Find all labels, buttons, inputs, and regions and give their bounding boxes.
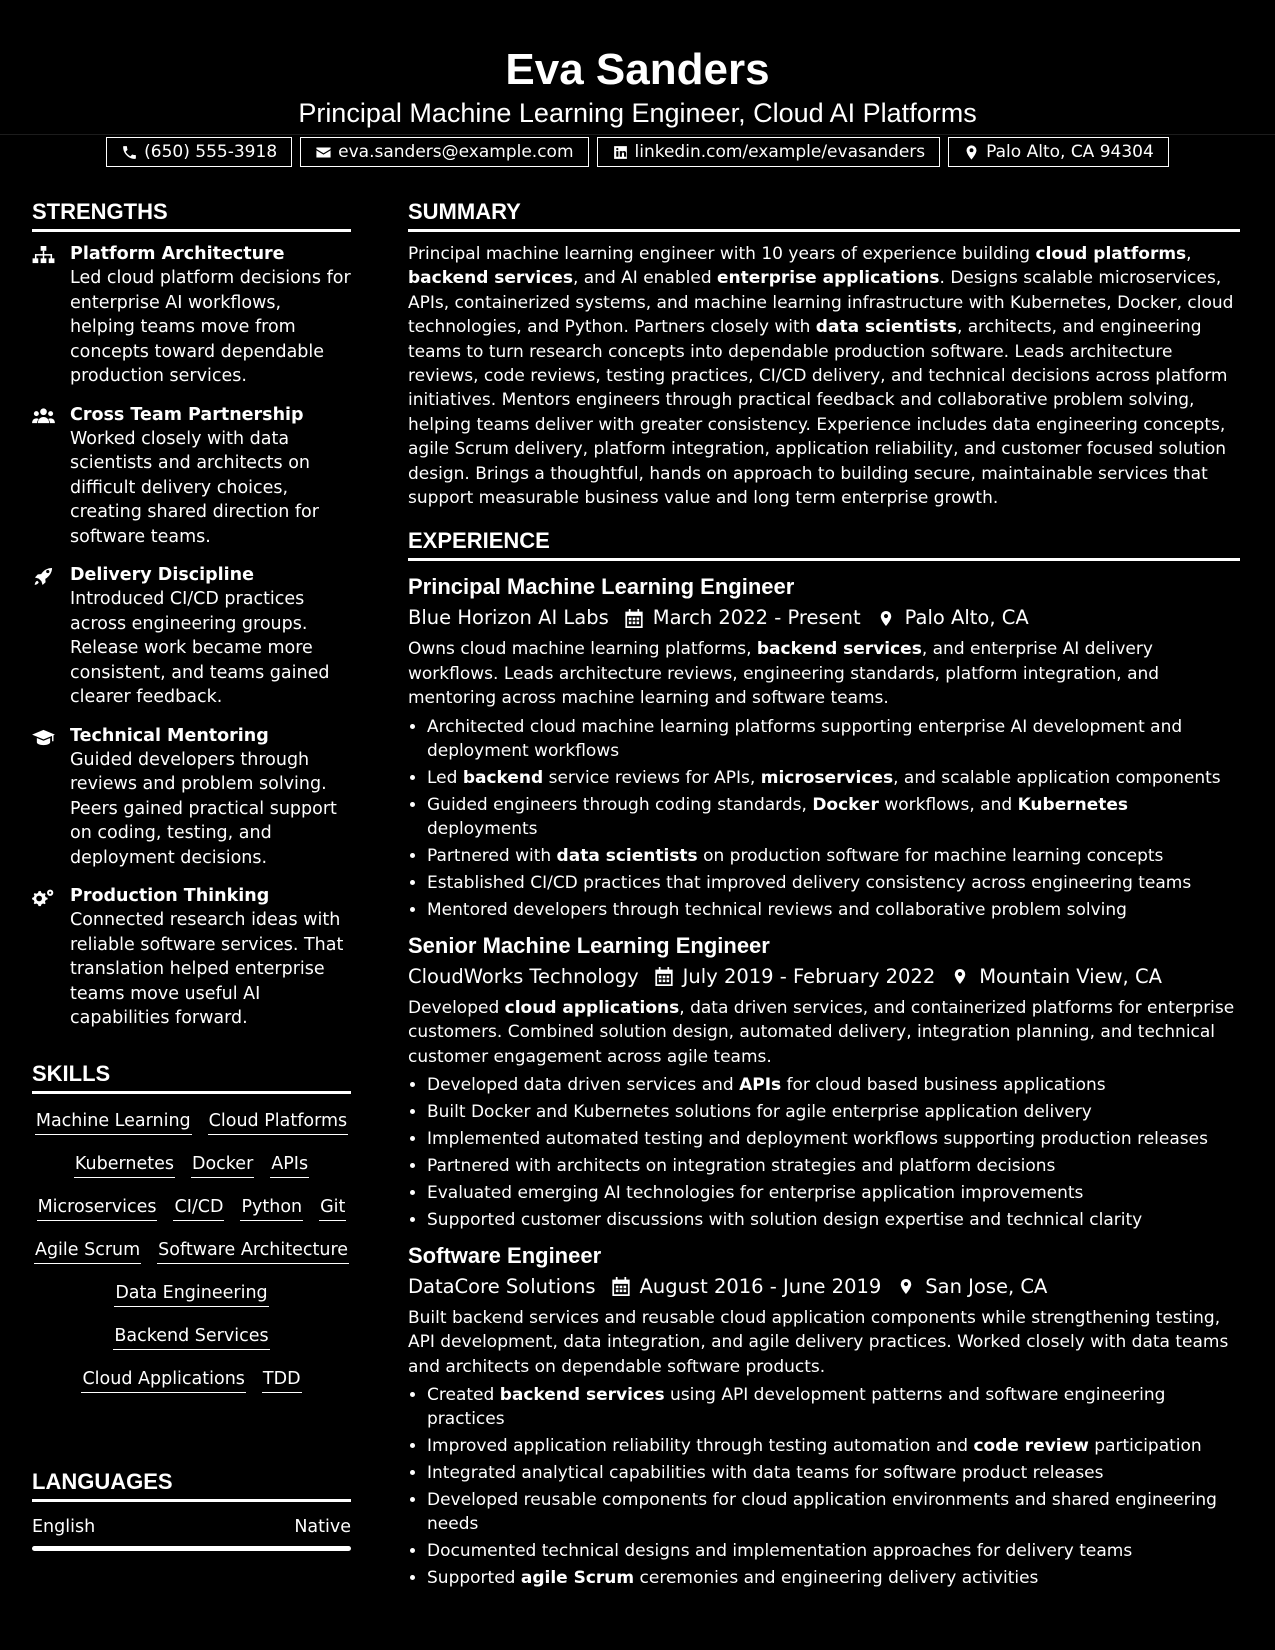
- job-bullets: [408, 715, 1240, 922]
- job-meta: [408, 1272, 1240, 1302]
- strength-title: Delivery Discipline: [70, 565, 254, 585]
- bold-text: backend: [462, 767, 544, 788]
- summary-heading: SUMMARY: [408, 195, 1240, 232]
- text-run: workflows, and: [878, 794, 1018, 815]
- text-run: participation: [1088, 1436, 1202, 1457]
- bold-text: cloud applications: [504, 997, 680, 1018]
- strength-description: Worked closely with data scientists and architects on difficult delivery choices, creating shared direction for software teams.: [70, 428, 319, 547]
- map-pin-icon: [897, 1277, 915, 1296]
- users-icon: [32, 407, 55, 426]
- text-run: Partnered with: [427, 845, 557, 866]
- bold-text: enterprise applications: [717, 268, 940, 289]
- skill-tag: Git: [319, 1194, 346, 1221]
- contact-location[interactable]: [948, 137, 1169, 167]
- skill-tag: Data Engineering: [114, 1280, 268, 1307]
- map-pin-icon: [951, 967, 969, 986]
- language-name: English: [32, 1517, 96, 1537]
- envelope-icon: [315, 144, 332, 161]
- strength-title: Platform Architecture: [70, 244, 285, 264]
- bullet-item: [427, 1461, 1240, 1485]
- contact-phone-text: (650) 555-3918: [144, 142, 278, 162]
- bullet-item: [427, 844, 1240, 868]
- rocket-icon: [32, 567, 55, 586]
- sitemap-icon: [32, 246, 55, 265]
- skill-tag: Microservices: [37, 1194, 158, 1221]
- bold-text: backend services: [756, 639, 922, 660]
- skills-heading: SKILLS: [32, 1057, 351, 1094]
- text-run: Evaluated emerging AI technologies for enterprise application improvements: [427, 1182, 1084, 1203]
- text-run: Principal machine learning engineer with 10 years of experience building: [408, 244, 1036, 264]
- strength-title: Production Thinking: [70, 886, 270, 906]
- job-entry: [408, 1240, 1240, 1590]
- summary-text: [408, 242, 1240, 510]
- text-run: , and scalable application components: [893, 767, 1221, 788]
- job-bullets: [408, 1073, 1240, 1232]
- text-run: Led: [427, 767, 463, 788]
- experience-heading: EXPERIENCE: [408, 524, 1240, 561]
- bullet-item: [427, 1073, 1240, 1097]
- strength-description: Connected research ideas with reliable software services. That translation helped enterprise teams move useful AI capabilities forward.: [70, 910, 344, 1028]
- job-company: DataCore Solutions: [408, 1274, 596, 1298]
- strength-item: [32, 884, 351, 1031]
- job-description: [408, 637, 1240, 710]
- bold-text: backend services: [499, 1385, 665, 1406]
- contact-linkedin[interactable]: [597, 137, 941, 167]
- text-run: Documented technical designs and implementation approaches for delivery teams: [427, 1541, 1133, 1562]
- bold-text: APIs: [739, 1074, 782, 1095]
- text-run: Integrated analytical capabilities with data teams for software product releases: [427, 1463, 1104, 1484]
- text-run: ,: [1186, 244, 1192, 264]
- strength-description: Introduced CI/CD practices across engineering groups. Release work became more consistent, and teams gained clearer feedback.: [70, 589, 330, 707]
- bullet-item: [427, 1488, 1240, 1536]
- skill-tag: Agile Scrum: [34, 1237, 141, 1264]
- strength-item: [32, 242, 351, 389]
- job-location: Mountain View, CA: [979, 964, 1162, 988]
- strength-description: Led cloud platform decisions for enterprise AI workflows, helping teams move from concepts toward dependable production services.: [70, 268, 351, 386]
- graduation-cap-icon: [32, 728, 55, 747]
- text-run: deployments: [427, 818, 538, 839]
- skill-tag: Kubernetes: [74, 1151, 175, 1178]
- language-level: Native: [294, 1517, 351, 1537]
- right-column: [408, 195, 1240, 1598]
- candidate-name: Eva Sanders: [505, 45, 770, 94]
- text-run: Supported customer discussions with solution design expertise and technical clarity: [427, 1209, 1143, 1230]
- job-company: CloudWorks Technology: [408, 964, 639, 988]
- bold-text: microservices: [760, 767, 894, 788]
- job-description: [408, 996, 1240, 1069]
- map-pin-icon: [877, 609, 895, 628]
- text-run: Implemented automated testing and deployment workflows supporting production releases: [427, 1128, 1208, 1149]
- bullet-item: [427, 1154, 1240, 1178]
- candidate-headline: Principal Machine Learning Engineer, Cloud AI Platforms: [298, 98, 977, 128]
- skill-tag: Software Architecture: [157, 1237, 349, 1264]
- language-row: [32, 1514, 351, 1540]
- bullet-item: [427, 766, 1240, 790]
- text-run: Partnered with architects on integration strategies and platform decisions: [427, 1155, 1056, 1176]
- job-title: Software Engineer: [408, 1242, 602, 1268]
- skill-tag: CI/CD: [173, 1194, 224, 1221]
- text-run: , and AI enabled: [572, 268, 718, 289]
- bullet-item: [427, 898, 1240, 922]
- text-run: Owns cloud machine learning platforms,: [408, 639, 757, 660]
- text-run: . Designs scalable microservices, APIs, containerized systems, and machine learning infrastructure with Kubernetes, Docker, cloud technologies, and Python. Partners closely with: [408, 268, 1234, 338]
- bullet-item: [427, 793, 1240, 841]
- skill-tag: TDD: [262, 1366, 302, 1393]
- bullet-item: [427, 1539, 1240, 1563]
- text-run: Developed reusable components for cloud application environments and shared engineering needs: [427, 1490, 1217, 1535]
- job-location: San Jose, CA: [925, 1274, 1048, 1298]
- left-column: [32, 195, 351, 1393]
- bold-text: data scientists: [815, 317, 957, 338]
- text-run: Architected cloud machine learning platforms supporting enterprise AI development and deployment workflows: [427, 716, 1183, 761]
- job-title: Senior Machine Learning Engineer: [408, 932, 770, 958]
- map-pin-icon: [963, 144, 980, 161]
- text-run: Established CI/CD practices that improved delivery consistency across engineering teams: [427, 872, 1192, 893]
- skill-tag: Backend Services: [113, 1323, 269, 1350]
- bullet-item: [427, 1434, 1240, 1458]
- text-run: Built Docker and Kubernetes solutions for agile enterprise application delivery: [427, 1101, 1092, 1122]
- text-run: Built backend services and reusable cloud application components while strengthening testing, API development, data integration, and agile delivery practices. Worked closely with data teams and architects on dependable software products.: [408, 1307, 1229, 1377]
- bold-text: Docker: [812, 794, 879, 815]
- resume-header: [0, 0, 1275, 162]
- job-entry: [408, 930, 1240, 1232]
- contact-email[interactable]: [300, 137, 588, 167]
- skill-tag: Cloud Platforms: [208, 1108, 348, 1135]
- text-run: Guided engineers through coding standards,: [427, 794, 813, 815]
- bullet-item: [427, 1566, 1240, 1590]
- bold-text: code review: [973, 1436, 1089, 1457]
- strength-item: [32, 563, 351, 710]
- job-title: Principal Machine Learning Engineer: [408, 574, 795, 600]
- text-run: Improved application reliability through testing automation and: [427, 1436, 974, 1457]
- skill-tag: Docker: [191, 1151, 254, 1178]
- text-run: on production software for machine learning concepts: [697, 845, 1164, 866]
- text-run: Mentored developers through technical reviews and collaborative problem solving: [427, 899, 1127, 920]
- phone-icon: [121, 144, 138, 161]
- job-bullets: [408, 1383, 1240, 1590]
- contact-phone[interactable]: [106, 137, 292, 167]
- text-run: , and enterprise AI delivery workflows. Leads architecture reviews, engineering standards, platform integration, and mentoring across machine learning and software teams.: [408, 639, 1160, 709]
- text-run: Developed: [408, 997, 505, 1018]
- strength-title: Cross Team Partnership: [70, 404, 304, 425]
- text-run: , data driven services, and containerized platforms for enterprise customers. Combined solution design, automated delivery, integration planning, and technical customer engagement across agile teams.: [408, 997, 1235, 1067]
- languages-heading: LANGUAGES: [32, 1465, 351, 1502]
- job-location: Palo Alto, CA: [904, 606, 1029, 630]
- skill-tag: Machine Learning: [35, 1108, 192, 1135]
- bullet-item: [427, 1181, 1240, 1205]
- text-run: , architects, and engineering teams to turn research concepts into dependable production software. Leads architecture reviews, code reviews, testing practices, CI/CD delivery, and technical decisions across platform initiatives. Mentors engineers through practical feedback and collaborative problem solving, helping teams deliver with greater consistency. Experience includes data engineering concepts, agile Scrum delivery, platform integration, application reliability, and customer focused solution design. Brings a thoughtful, hands on approach to building secure, maintainable services that support measurable business value and long term enterprise growth.: [408, 317, 1228, 509]
- job-dates: July 2019 - February 2022: [682, 964, 936, 988]
- strength-item: [32, 403, 351, 550]
- calendar-icon: [612, 1277, 630, 1296]
- contact-bar: [0, 137, 1275, 167]
- contact-linkedin-text: linkedin.com/example/evasanders: [634, 142, 926, 162]
- job-meta: [408, 962, 1240, 992]
- text-run: Developed data driven services and: [427, 1074, 740, 1095]
- job-meta: [408, 603, 1240, 633]
- bullet-item: [427, 1127, 1240, 1151]
- text-run: for cloud based business applications: [781, 1074, 1106, 1095]
- bold-text: Kubernetes: [1017, 794, 1129, 815]
- bold-text: backend services: [408, 268, 573, 289]
- strength-item: [32, 724, 351, 871]
- skills-section: [32, 1057, 351, 1393]
- language-proficiency-bar: [32, 1546, 351, 1551]
- bullet-item: [427, 1208, 1240, 1232]
- linkedin-icon: [612, 144, 629, 161]
- text-run: Created: [427, 1385, 500, 1406]
- job-description: [408, 1306, 1240, 1379]
- gears-icon: [32, 888, 55, 907]
- text-run: service reviews for APIs,: [543, 767, 761, 788]
- job-entry: [408, 571, 1240, 921]
- job-dates: August 2016 - June 2019: [639, 1274, 882, 1298]
- skill-tag: Python: [240, 1194, 303, 1221]
- job-dates: March 2022 - Present: [652, 606, 861, 630]
- skills-list: [32, 1104, 351, 1393]
- strength-description: Guided developers through reviews and problem solving. Peers gained practical support on coding, testing, and deployment decisions.: [70, 749, 337, 868]
- languages-section: [32, 1465, 351, 1551]
- text-run: Supported: [427, 1568, 521, 1589]
- bullet-item: [427, 1383, 1240, 1431]
- skill-tag: APIs: [270, 1151, 309, 1178]
- contact-email-text: eva.sanders@example.com: [338, 142, 574, 162]
- job-company: Blue Horizon AI Labs: [408, 606, 609, 630]
- text-run: using API development patterns and software engineering practices: [427, 1385, 1166, 1430]
- bold-text: cloud platforms: [1035, 244, 1187, 264]
- bold-text: agile Scrum: [520, 1568, 635, 1589]
- calendar-icon: [625, 609, 643, 628]
- bullet-item: [427, 715, 1240, 763]
- text-run: ceremonies and engineering delivery activities: [634, 1568, 1039, 1589]
- calendar-icon: [655, 967, 673, 986]
- skill-tag: Cloud Applications: [81, 1366, 245, 1393]
- bullet-item: [427, 1100, 1240, 1124]
- strength-title: Technical Mentoring: [70, 725, 269, 746]
- bullet-item: [427, 871, 1240, 895]
- strengths-heading: STRENGTHS: [32, 195, 351, 232]
- contact-location-text: Palo Alto, CA 94304: [986, 142, 1154, 162]
- bold-text: data scientists: [556, 845, 698, 866]
